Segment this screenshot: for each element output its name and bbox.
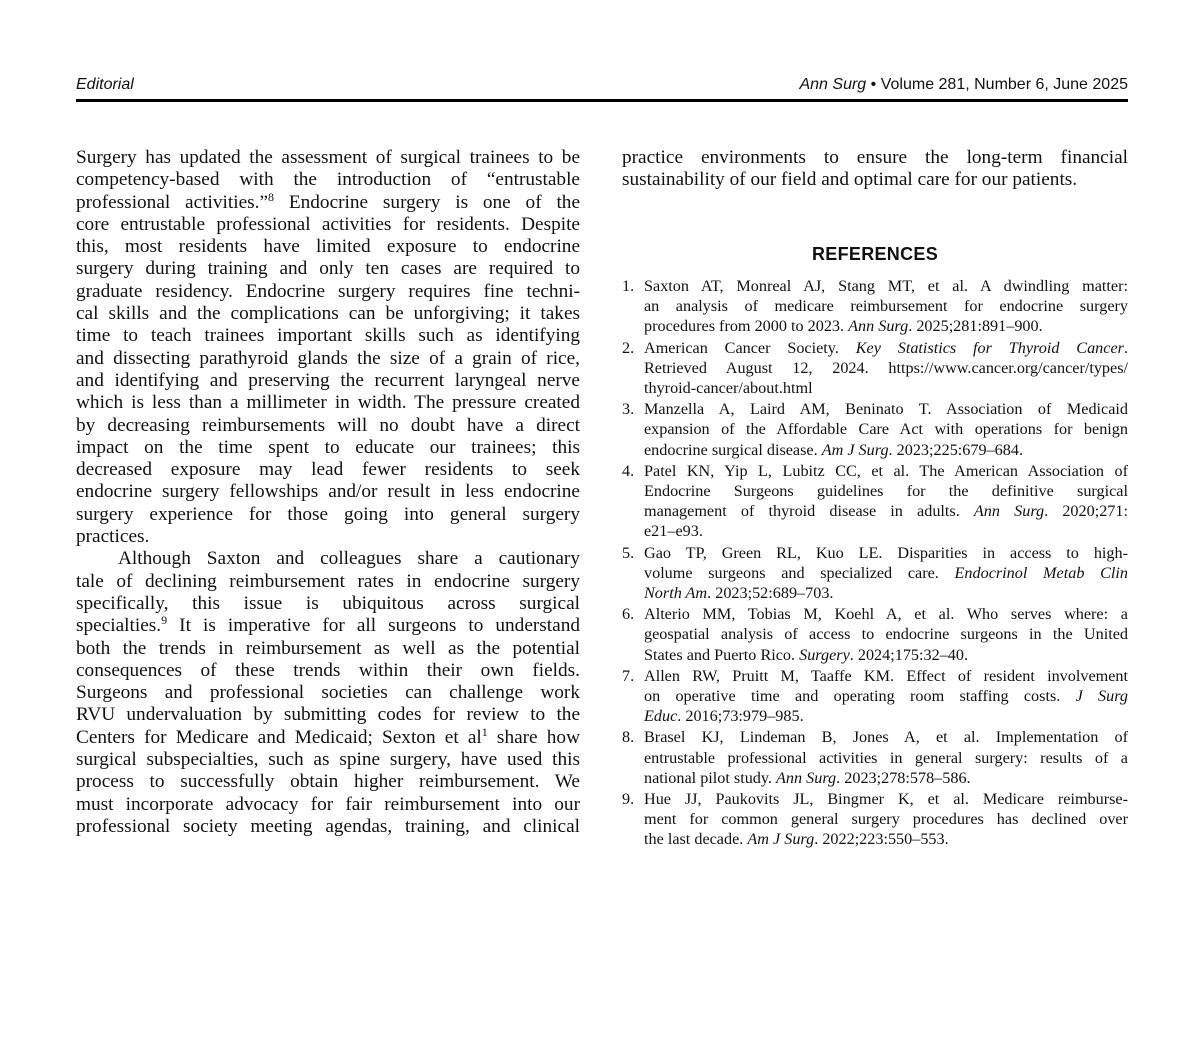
journal-title: Surgery [799,645,850,664]
text-line: cal skills and the complications can be unforgiving; it takes [76,303,580,325]
reference-number: 5. [622,543,635,562]
text-line: process to successfully obtain higher reimbursement. We [76,771,580,793]
reference-number: 7. [622,666,635,685]
reference-number: 3. [622,400,635,419]
reference-line: the last decade. Am J Surg. 2022;223:550–553. [644,830,949,849]
references-heading: REFERENCES [811,244,939,264]
text-line: practices. [76,526,150,548]
reference-line: volume surgeons and specialized care. Endocrinol Metab Clin [644,563,1128,582]
reference-line: ment for common general surgery procedures has declined over [644,810,1128,829]
reference-line: national pilot study. Ann Surg. 2023;278:578–586. [644,768,971,787]
citation-superscript: 1 [481,724,488,739]
reference-item [622,789,1128,850]
text-line: tale of declining reimbursement rates in endocrine surgery [76,570,580,592]
reference-line: Hue JJ, Paukovits JL, Bingmer K, et al. Medicare reimburse- [644,790,1128,809]
running-header [76,76,1128,98]
citation-superscript: 9 [161,613,168,628]
reference-line: on operative time and operating room staffing costs. J Surg [644,687,1128,706]
reference-line: States and Puerto Rico. Surgery. 2024;175:32–40. [644,645,969,664]
journal-name: Ann Surg [799,76,867,93]
reference-item [622,276,1128,337]
reference-item [622,543,1128,604]
text-line: professional society meeting agendas, training, and clinical [76,815,580,837]
reference-item [622,338,1128,399]
reference-line: Alterio MM, Tobias M, Koehl A, et al. Who serves where: a [644,605,1128,624]
text-line: decreased exposure may lead fewer residents to seek [76,459,580,481]
text-line: surgical subspecialties, such as spine surgery, have used this [76,749,580,771]
text-line: impact on the time spent to educate our trainees; this [76,436,580,458]
text-line: Centers for Medicare and Medicaid; Sexton et $al^1$ share how [76,724,580,748]
text-line: and dissecting parathyroid glands the size of a grain of rice, [76,347,580,369]
text-line: consequences of these trends within their own fields. [76,659,580,681]
reference-line: geospatial analysis of access to endocrine surgeons in the United [644,625,1128,644]
reference-line: endocrine surgical disease. Am J Surg. 2023;225:679–684. [644,440,1023,459]
text-line: graduate residency. Endocrine surgery requires fine techni- [76,280,580,302]
text-line: surgery experience for those going into general surgery [76,503,580,525]
text-line: time to teach trainees important skills such as identifying [76,325,580,347]
reference-line: Patel KN, Yip L, Lubitz CC, et al. The American Association of [644,461,1128,480]
journal-title: Ann Surg [776,768,837,787]
text-line: Although Saxton and colleagues share a cautionary [118,548,580,570]
text-line: core entrustable professional activities for residents. Despite [76,213,580,235]
header-rule [76,99,1128,102]
reference-line: expansion of the Affordable Care Act with operations for benign [644,420,1128,439]
reference-line: Retrieved August 12, 2024. https://www.cancer.org/cancer/types/ [644,358,1128,377]
reference-line: entrustable professional activities in general surgery: results of a [644,748,1128,767]
journal-title: Educ [644,707,678,726]
reference-line: e21–e93. [644,522,703,541]
reference-line: Manzella A, Laird AM, Beninato T. Association of Medicaid [644,400,1128,419]
journal-issue [799,76,1128,94]
text-line: by decreasing reimbursements will no doubt have a direct [76,414,580,436]
journal-title: Ann Surg [973,502,1045,521]
issue-info: Volume 281, Number 6, June 2025 [880,76,1128,93]
reference-line: Educ. 2016;73:979–985. [644,707,804,726]
journal-title: North Am [644,584,708,603]
reference-line: Gao TP, Green RL, Kuo LE. Disparities in access to high- [644,543,1128,562]
right-column-text [622,147,1128,192]
reference-line: procedures from 2000 to 2023. Ann Surg. 2025;281:891–900. [644,317,1043,336]
reference-line: Allen RW, Pruitt M, Taaffe KM. Effect of resident involvement [644,666,1128,685]
reference-number: 1. [622,277,635,295]
journal-title: Am J Surg [747,830,815,849]
header-bullet: • [870,76,877,93]
citation-superscript: 8 [268,189,275,204]
text-line: both the trends in reimbursement as well as the potential [76,637,580,659]
reference-line: North Am. 2023;52:689–703. [644,584,834,603]
reference-item [622,604,1128,665]
reference-line: thyroid-cancer/about.html [644,379,813,398]
text-line: professional activities.”$^8$ Endocrine surgery is one of the [76,189,580,213]
text-line: endocrine surgery fellowships and/or result in less endocrine [76,481,580,503]
text-line: Surgeons and professional societies can challenge work [76,682,580,704]
text-line: specifically, this issue is ubiquitous across surgical [76,592,580,614]
reference-number: 8. [622,728,635,747]
text-line: and identifying and preserving the recurrent laryngeal nerve [76,369,580,391]
reference-line: management of thyroid disease in adults. Ann Surg. 2020;271: [644,502,1128,521]
reference-item [622,727,1128,788]
section-label: Editorial [76,76,134,93]
text-line: this, most residents have limited exposure to endocrine [76,236,580,258]
reference-line: Endocrine Surgeons guidelines for the definitive surgical [644,482,1128,501]
reference-number: 4. [622,461,635,480]
reference-number: 6. [622,605,635,624]
reference-item [622,461,1128,542]
text-line: Surgery has updated the assessment of surgical trainees to be [76,147,580,168]
text-line: must incorporate advocacy for fair reimbursement into our [76,793,580,815]
text-line: specialties.$^9$ It is imperative for all surgeons to understand [76,613,580,637]
text-line: surgery during training and only ten cases are required to [76,258,580,280]
reference-item [622,399,1128,460]
references-list [622,276,1128,851]
text-line: RVU undervaluation by submitting codes for review to the [76,704,580,726]
text-line: competency-based with the introduction of “entrustable [76,169,580,191]
reference-number: 2. [622,338,635,357]
text-line: which is less than a millimeter in width. The pressure created [76,392,580,414]
reference-line: Saxton AT, Monreal AJ, Stang MT, et al. A dwindling matter: [644,277,1128,295]
reference-item [622,666,1128,727]
reference-line: Brasel KJ, Lindeman B, Jones A, et al. Implementation of [644,728,1128,747]
journal-title: Am J Surg [821,440,889,459]
journal-title: J Surg [1075,687,1128,706]
reference-line: American Cancer Society. Key Statistics for Thyroid Cancer. [644,338,1128,357]
left-column-text [76,147,580,838]
journal-title: Ann Surg [848,317,909,336]
reference-number: 9. [622,790,635,809]
journal-title: Key Statistics for Thyroid Cancer [855,338,1124,357]
text-line: sustainability of our field and optimal care for our patients. [622,169,1078,191]
text-line: practice environments to ensure the long-term financial [622,147,1128,168]
journal-title: Endocrinol Metab Clin [954,563,1128,582]
reference-line: an analysis of medicare reimbursement for endocrine surgery [644,297,1128,316]
